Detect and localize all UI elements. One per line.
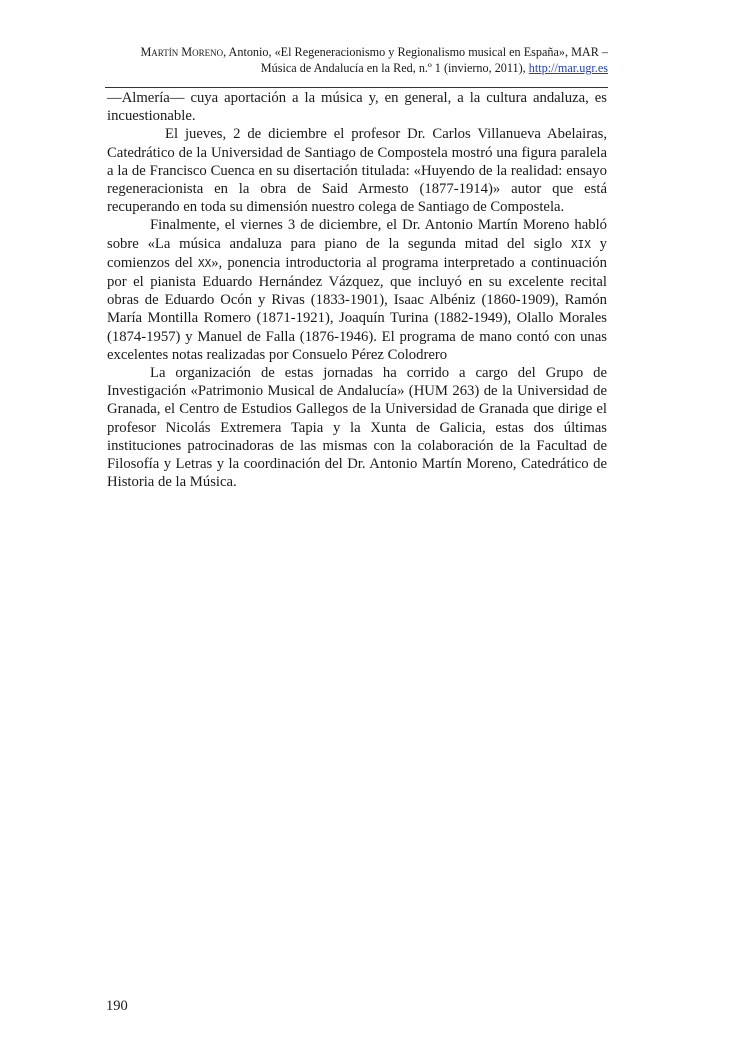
header-journal: Música de Andalucía en la Red, n.º 1 (invierno, 2011), (260, 61, 529, 75)
paragraph-3-part-b: y comienzos del (107, 235, 608, 271)
paragraph-3-part-a: Finalmente, el viernes 3 de diciembre, el Dr. Antonio Martín Moreno habló sobre «La música andaluza para piano de la segunda mitad del siglo (107, 217, 607, 252)
paragraph-4: La organización de estas jornadas ha corrido a cargo del Grupo de Investigación «Patrimonio Musical de Andalucía» (HUM 263) de la Universidad de Granada, el Centro de Estudios Gallegos de la Universidad de Granada que dirige el profesor Nicolás Extremera Tapia y la Xunta de Galicia, estas dos últimas instituciones patrocinadoras de las mismas con la colaboración de la Facultad de Filosofía y Letras y la coordinación del Dr. Antonio Martín Moreno, Catedrático de Historia de la Música. (107, 365, 607, 491)
header-line-1 (105, 44, 608, 60)
paragraph-1: —Almería— cuya aportación a la música y, en general, a la cultura andaluza, es incuestionable. (107, 90, 607, 125)
header-line-2 (105, 60, 608, 76)
header-author: Martín Moreno (140, 45, 224, 59)
paragraph-3 (107, 216, 607, 364)
century-xix: XIX (571, 237, 591, 251)
century-xx: XX (197, 256, 212, 270)
main-text (107, 89, 607, 491)
paragraph-2: El jueves, 2 de diciembre el profesor Dr. Carlos Villanueva Abelairas, Catedrático de la Universidad de Santiago de Compostela mostró una figura paralela a la de Francisco Cuenca en su disertación titulada: «Huyendo de la realidad: ensayo regeneracionista en la obra de Said Armesto (1877-1914)» autor que está recuperando en toda su dimensión nuestro colega de Santiago de Compostela. (107, 126, 607, 216)
running-header (105, 44, 608, 76)
header-divider (105, 87, 608, 88)
header-link[interactable]: http://mar.ugr.es (528, 61, 608, 75)
paragraph-3-part-c: », ponencia introductoria al programa interpretado a continuación por el pianista Eduardo Hernández Vázquez, que incluyó en su excelente recital obras de Eduardo Ocón y Rivas (1833-1901), Isaac Albéniz (1860-1909), Ramón María Montilla Romero (1871-1921), Joaquín Turina (1882-1949), Olallo Morales (1874-1957) y Manuel de Falla (1876-1946). El programa de mano contó con unas excelentes notas realizadas por Consuelo Pérez Colodrero (107, 254, 607, 363)
page-number: 190 (106, 998, 128, 1014)
header-citation: , Antonio, «El Regeneracionismo y Regionalismo musical en España», MAR – (223, 45, 608, 59)
